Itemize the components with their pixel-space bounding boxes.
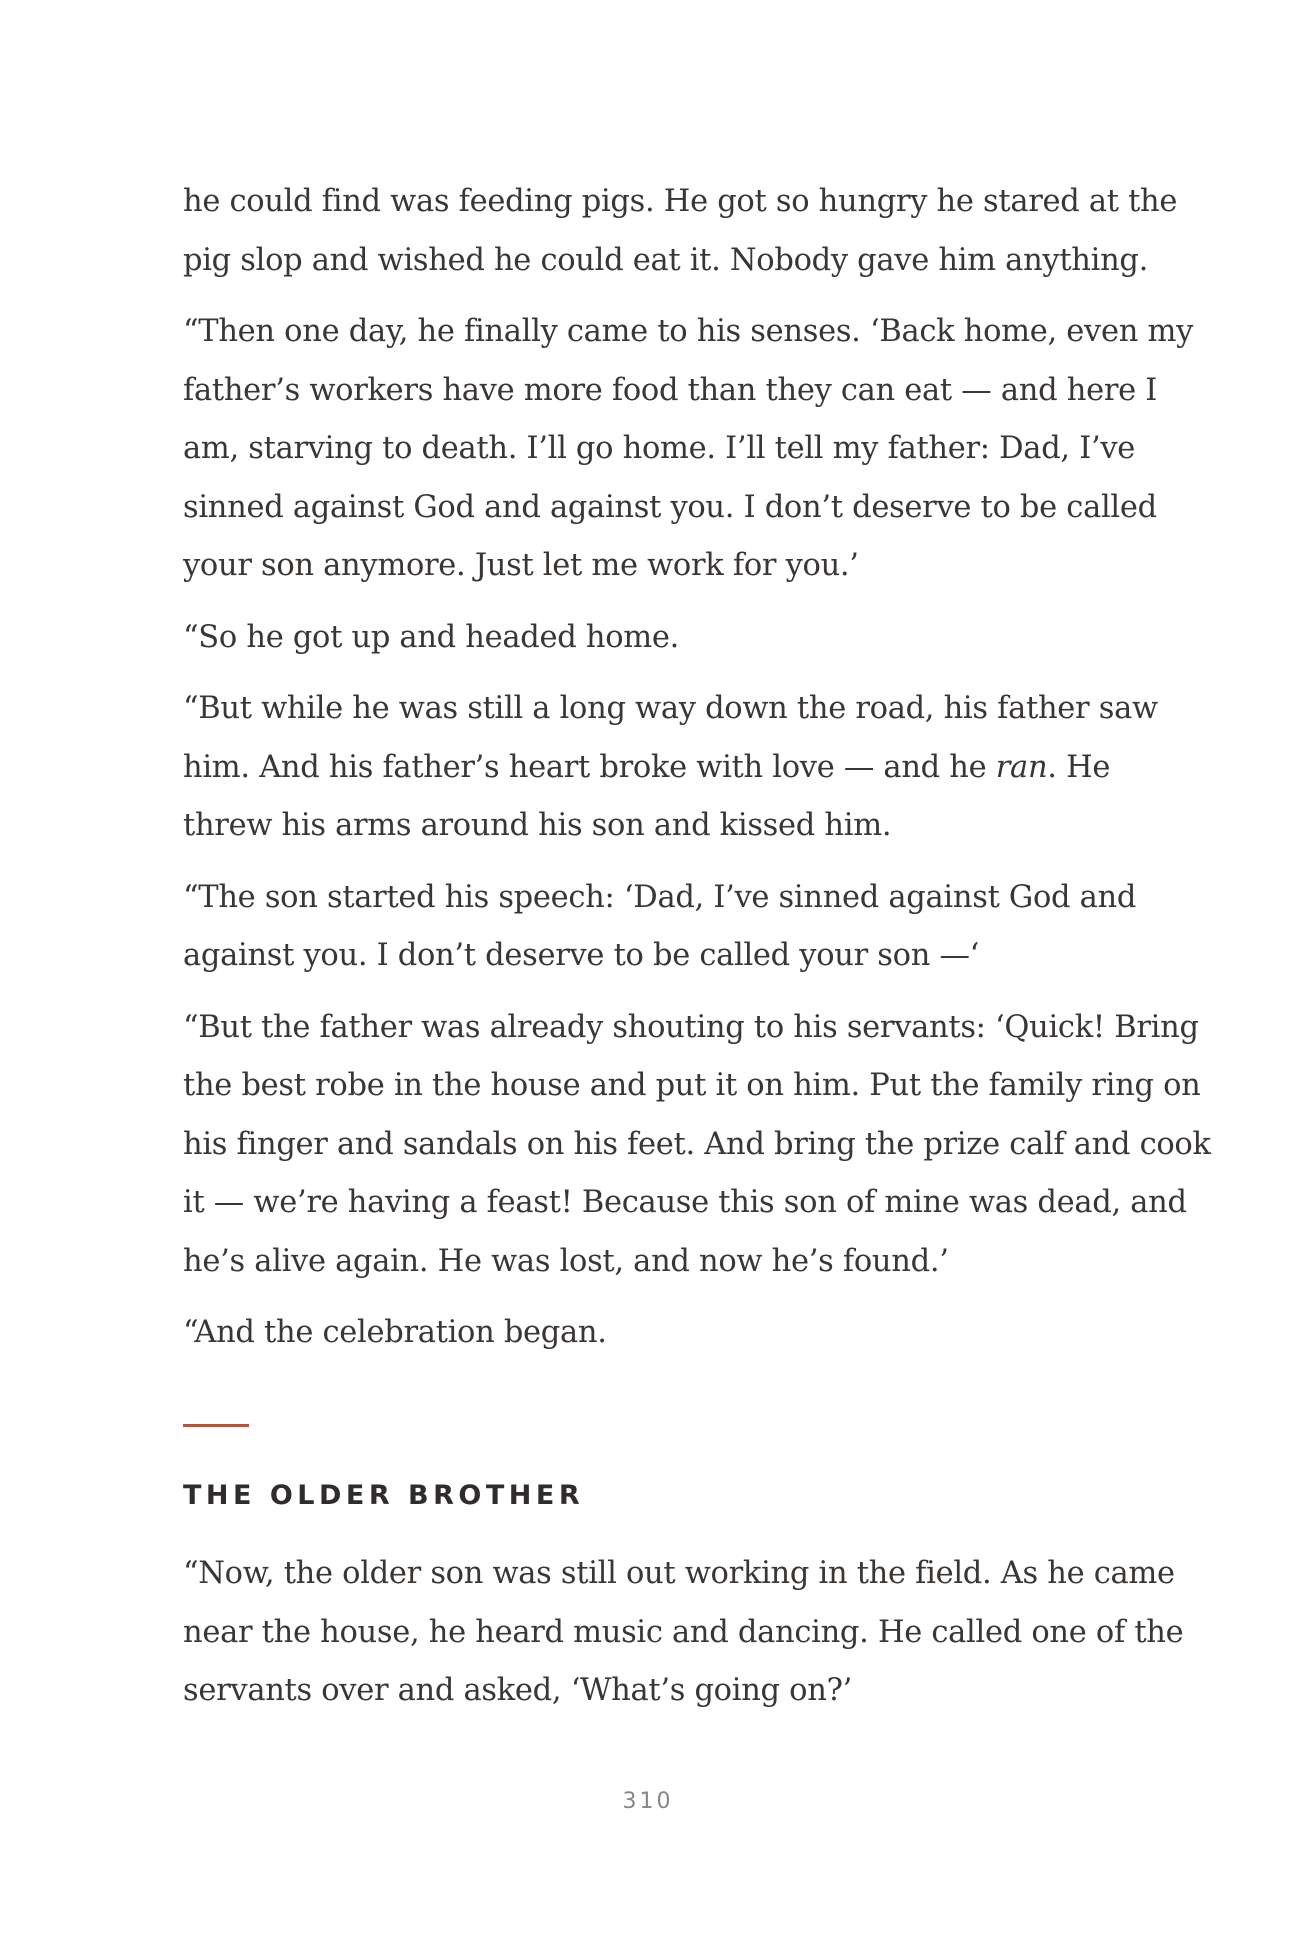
paragraph	[183, 680, 1158, 856]
text-line: father’s workers have more food than they can eat — and here I	[183, 372, 1157, 408]
body-text	[183, 173, 1211, 1376]
section-heading: THE OLDER BROTHER	[183, 1480, 585, 1511]
paragraph	[183, 303, 1194, 596]
text-line: sinned against God and against you. I don’t deserve to be called	[183, 489, 1157, 525]
text-line: he could find was feeding pigs. He got so hungry he stared at the	[183, 184, 1178, 219]
emphasized-word: ran	[995, 749, 1048, 785]
text-line: near the house, he heard music and dancing. He called one of the	[183, 1614, 1184, 1650]
paragraph	[183, 609, 1123, 668]
text-line: it — we’re having a feast! Because this son of mine was dead, and	[183, 1185, 1187, 1220]
section-divider-rule	[183, 1424, 249, 1427]
text-line: servants over and asked, ‘What’s going on?’	[183, 1673, 853, 1708]
text-line-with-emphasis	[183, 739, 1123, 798]
text-line: your son anymore. Just let me work for you.’	[183, 548, 859, 583]
text-line: am, starving to death. I’ll go home. I’ll tell my father: Dad, I’ve	[183, 431, 1136, 466]
text-line: “Now, the older son was still out working in the field. As he came	[183, 1556, 1175, 1591]
text-line: threw his arms around his son and kissed him.	[183, 808, 892, 843]
text-line: “Then one day, he finally came to his senses. ‘Back home, even my	[183, 314, 1194, 349]
section-body-text	[183, 1545, 1184, 1734]
paragraph	[183, 869, 1137, 986]
paragraph	[183, 999, 1211, 1292]
text-line: “The son started his speech: ‘Dad, I’ve sinned against God and	[183, 879, 1137, 915]
text-line: “So he got up and headed home.	[183, 619, 680, 655]
text-segment: . He	[1047, 749, 1111, 785]
text-segment: him. And his father’s heart broke with love — and he	[183, 749, 996, 785]
page-number: 310	[622, 1789, 674, 1814]
text-line: “And the celebration began.	[183, 1315, 607, 1350]
paragraph	[183, 1304, 1123, 1363]
text-line: against you. I don’t deserve to be called your son —‘	[183, 938, 980, 973]
text-line: “But the father was already shouting to his servants: ‘Quick! Bring	[183, 1009, 1199, 1045]
text-line: he’s alive again. He was lost, and now he’s found.’	[183, 1243, 949, 1279]
paragraph	[183, 173, 1178, 290]
text-line: “But while he was still a long way down the road, his father saw	[183, 691, 1158, 726]
paragraph	[183, 1545, 1184, 1721]
text-line: the best robe in the house and put it on him. Put the family ring on	[183, 1068, 1201, 1103]
text-line: his finger and sandals on his feet. And bring the prize calf and cook	[183, 1126, 1211, 1162]
text-line: pig slop and wished he could eat it. Nobody gave him anything.	[183, 242, 1149, 278]
